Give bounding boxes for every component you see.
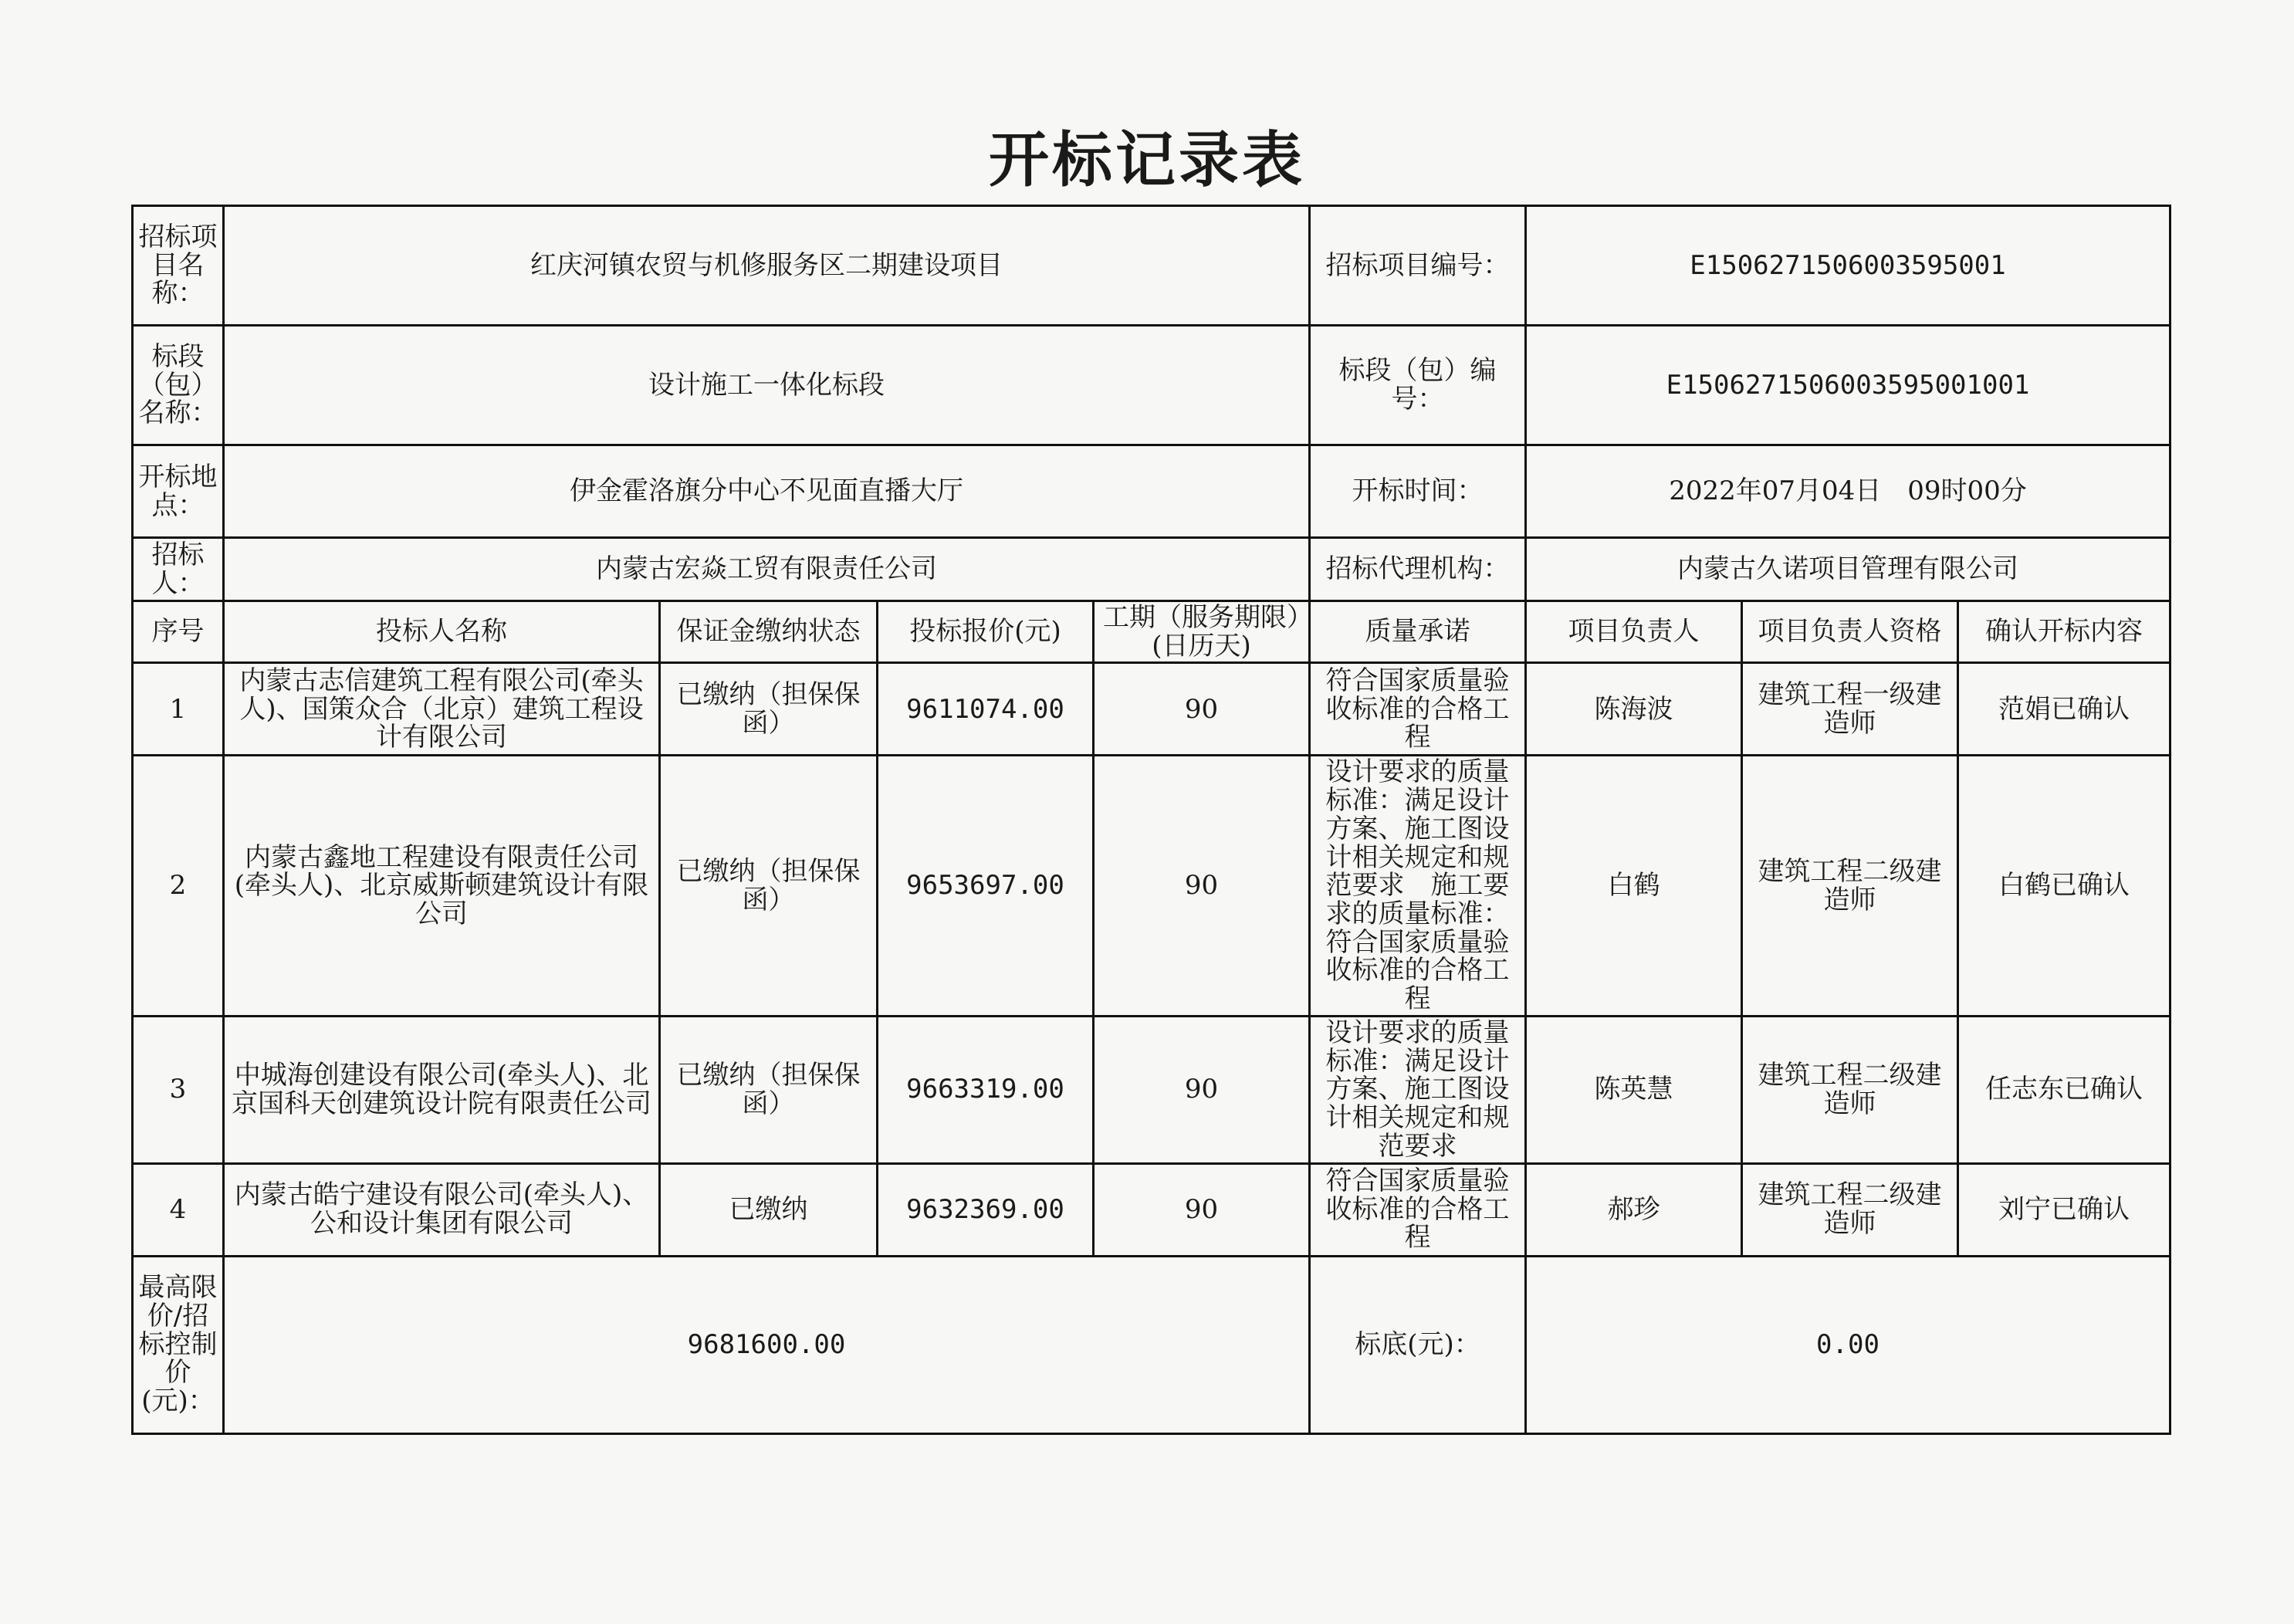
bid-deposit: 已缴纳（担保保函） bbox=[660, 1016, 878, 1163]
bid-manager: 陈海波 bbox=[1526, 663, 1742, 756]
bid-manager: 陈英慧 bbox=[1526, 1016, 1742, 1163]
bid-quality: 设计要求的质量标准：满足设计方案、施工图设计相关规定和规范要求 bbox=[1310, 1016, 1526, 1163]
info-row-section bbox=[133, 326, 2171, 445]
bid-confirm: 任志东已确认 bbox=[1958, 1016, 2171, 1163]
bid-qualification: 建筑工程二级建造师 bbox=[1742, 1163, 1958, 1256]
bid-period: 90 bbox=[1094, 663, 1310, 756]
table-row bbox=[133, 756, 2171, 1016]
bid-bidder: 中城海创建设有限公司(牵头人)、北京国科天创建筑设计院有限责任公司 bbox=[224, 1016, 660, 1163]
bid-opening-record-table bbox=[131, 205, 2171, 1435]
agency: 内蒙古久诺项目管理有限公司 bbox=[1526, 538, 2171, 601]
bid-quality: 符合国家质量验收标准的合格工程 bbox=[1310, 663, 1526, 756]
header-manager: 项目负责人 bbox=[1526, 601, 1742, 663]
bid-manager: 白鹤 bbox=[1526, 756, 1742, 1016]
bid-deposit: 已缴纳（担保保函） bbox=[660, 756, 878, 1016]
project-no-label: 招标项目编号： bbox=[1310, 206, 1526, 326]
info-row-tenderer bbox=[133, 538, 2171, 601]
section-name-label: 标段（包）名称： bbox=[133, 326, 224, 445]
info-row-project bbox=[133, 206, 2171, 326]
header-quality: 质量承诺 bbox=[1310, 601, 1526, 663]
footer-row bbox=[133, 1256, 2171, 1433]
bid-quality: 符合国家质量验收标准的合格工程 bbox=[1310, 1163, 1526, 1256]
bid-quality: 设计要求的质量标准：满足设计方案、施工图设计相关规定和规范要求 施工要求的质量标准：符合国家质量验收标准的合格工程 bbox=[1310, 756, 1526, 1016]
project-no: E1506271506003595001 bbox=[1526, 206, 2171, 326]
info-row-location bbox=[133, 445, 2171, 538]
section-no-label: 标段（包）编号： bbox=[1310, 326, 1526, 445]
section-name: 设计施工一体化标段 bbox=[224, 326, 1310, 445]
bid-qualification: 建筑工程一级建造师 bbox=[1742, 663, 1958, 756]
bid-confirm: 白鹤已确认 bbox=[1958, 756, 2171, 1016]
table-row bbox=[133, 1016, 2171, 1163]
page-title: 开标记录表 bbox=[988, 126, 1305, 195]
bid-no: 1 bbox=[133, 663, 224, 756]
bid-confirm: 范娟已确认 bbox=[1958, 663, 2171, 756]
bid-price: 9611074.00 bbox=[878, 663, 1094, 756]
header-deposit: 保证金缴纳状态 bbox=[660, 601, 878, 663]
bid-bidder: 内蒙古鑫地工程建设有限责任公司(牵头人)、北京威斯顿建筑设计有限公司 bbox=[224, 756, 660, 1016]
header-period: 工期（服务期限）(日历天) bbox=[1094, 601, 1310, 663]
section-no: E1506271506003595001001 bbox=[1526, 326, 2171, 445]
location-label: 开标地点： bbox=[133, 445, 224, 538]
bid-period: 90 bbox=[1094, 1163, 1310, 1256]
bid-no: 4 bbox=[133, 1163, 224, 1256]
bid-price: 9653697.00 bbox=[878, 756, 1094, 1016]
agency-label: 招标代理机构： bbox=[1310, 538, 1526, 601]
base-price-label: 标底(元)： bbox=[1310, 1256, 1526, 1433]
bid-deposit: 已缴纳 bbox=[660, 1163, 878, 1256]
header-no: 序号 bbox=[133, 601, 224, 663]
bid-no: 2 bbox=[133, 756, 224, 1016]
bid-price: 9663319.00 bbox=[878, 1016, 1094, 1163]
bid-no: 3 bbox=[133, 1016, 224, 1163]
bid-period: 90 bbox=[1094, 756, 1310, 1016]
max-price-label: 最高限价/招标控制价(元)： bbox=[133, 1256, 224, 1433]
max-price: 9681600.00 bbox=[224, 1256, 1310, 1433]
project-name: 红庆河镇农贸与机修服务区二期建设项目 bbox=[224, 206, 1310, 326]
table-row bbox=[133, 1163, 2171, 1256]
header-bidder: 投标人名称 bbox=[224, 601, 660, 663]
time-label: 开标时间： bbox=[1310, 445, 1526, 538]
location: 伊金霍洛旗分中心不见面直播大厅 bbox=[224, 445, 1310, 538]
bid-qualification: 建筑工程二级建造师 bbox=[1742, 756, 1958, 1016]
bid-period: 90 bbox=[1094, 1016, 1310, 1163]
base-price: 0.00 bbox=[1526, 1256, 2171, 1433]
bid-confirm: 刘宁已确认 bbox=[1958, 1163, 2171, 1256]
header-row bbox=[133, 601, 2171, 663]
bid-price: 9632369.00 bbox=[878, 1163, 1094, 1256]
bid-bidder: 内蒙古皓宁建设有限公司(牵头人)、公和设计集团有限公司 bbox=[224, 1163, 660, 1256]
table-row bbox=[133, 663, 2171, 756]
bid-qualification: 建筑工程二级建造师 bbox=[1742, 1016, 1958, 1163]
header-confirm: 确认开标内容 bbox=[1958, 601, 2171, 663]
open-time: 2022年07月04日 09时00分 bbox=[1526, 445, 2171, 538]
project-name-label: 招标项目名称： bbox=[133, 206, 224, 326]
bid-manager: 郝珍 bbox=[1526, 1163, 1742, 1256]
header-qualification: 项目负责人资格 bbox=[1742, 601, 1958, 663]
tenderer: 内蒙古宏焱工贸有限责任公司 bbox=[224, 538, 1310, 601]
header-price: 投标报价(元) bbox=[878, 601, 1094, 663]
bid-deposit: 已缴纳（担保保函） bbox=[660, 663, 878, 756]
tenderer-label: 招标人： bbox=[133, 538, 224, 601]
bid-bidder: 内蒙古志信建筑工程有限公司(牵头人)、国策众合（北京）建筑工程设计有限公司 bbox=[224, 663, 660, 756]
